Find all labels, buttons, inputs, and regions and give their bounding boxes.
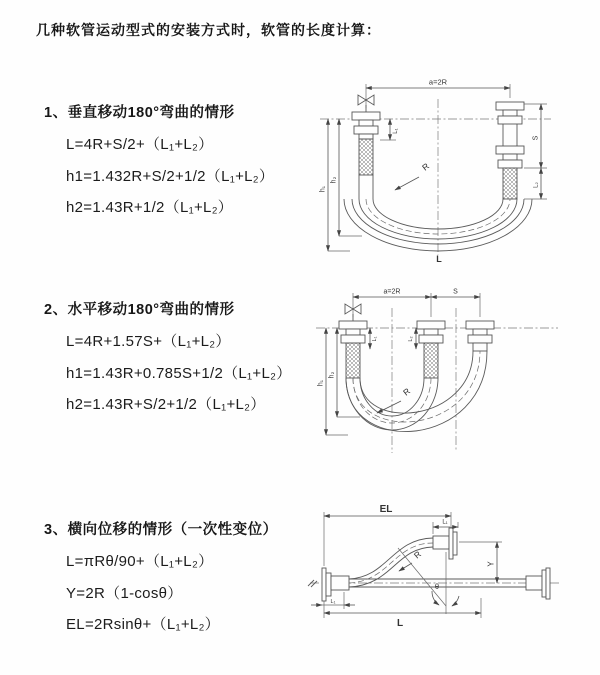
l-dimension [324,598,481,629]
dim-label-s: S [532,135,540,141]
section-2-formulas [66,326,292,421]
dim-label-h1: h₁ [317,379,325,387]
left-dimensions [320,119,363,251]
page-title: 几种软管运动型式的安装方式时，软管的长度计算： [36,22,381,38]
section-horizontal-movement [44,298,292,421]
dim-label-a2r: a=2R [428,77,448,87]
left-hose-fitting [352,112,380,175]
l1-bottom-dimension [311,592,355,609]
diagram-3-svg [296,498,600,646]
dim-label-radius: R [411,548,423,561]
dim-label-h1: h₁ [319,185,327,193]
dim-label-l1-top: L₁ [442,519,448,526]
left-hose-fitting [339,321,367,378]
y-dimension [459,542,502,583]
formula-line: h2=1.43R+1/2（L₁+L₂） [66,199,234,216]
radius-callout [399,549,423,571]
el-dimension [324,504,451,566]
diagram-horizontal-u-bend [308,283,600,461]
dim-label-l2: L₂ [408,336,414,342]
diagram-2-svg [308,283,600,461]
dim-label-length: L [436,254,442,264]
dim-label-radius: R [401,385,413,398]
section-2-heading: 2、水平移动180°弯曲的情形 [44,302,235,318]
top-dimension [353,289,480,318]
formula-line: h2=1.43R+S/2+1/2（L₁+L₂） [66,396,266,413]
formula-line: L=4R+1.57S+（L₁+L₂） [66,333,231,350]
dim-label-el: EL [379,504,393,515]
middle-hose-fitting [417,321,445,378]
formula-line: h1=1.43R+0.785S+1/2（L₁+L₂） [66,364,292,382]
dim-label-radius: R [420,160,432,173]
dim-label-s: S [453,288,458,296]
dim-label-y: Y [486,561,496,567]
section-3-heading: 3、横向位移的情形（一次性变位） [44,522,278,538]
formula-line: Y=2R（1-cosθ） [66,584,183,602]
dim-label-h2: h₂ [328,371,336,379]
formula-line: L=πRθ/90+（L₁+L₂） [66,553,214,570]
right-hose-fitting [466,321,494,351]
formula-line: L=4R+S/2+（L₁+L₂） [66,136,214,153]
displaced-hose-s-curve [349,538,433,587]
formula-line: EL=2Rsinθ+（L₁+L₂） [66,616,220,633]
top-right-flange [433,528,457,559]
l1-dimension [380,119,399,140]
section-vertical-movement [44,101,274,224]
dim-label-theta: θ [434,582,440,591]
fitting-length-dimensions [370,328,416,349]
hose-u-bends [346,351,487,432]
section-1-heading: 1、垂直移动180°弯曲的情形 [44,105,235,121]
diagram-vertical-u-bend [308,74,600,266]
right-dimensions [524,104,547,199]
formula-line: h1=1.432R+S/2+1/2（L₁+L₂） [66,167,275,185]
diagram-lateral-displacement [296,498,600,646]
dim-label-a2r: a=2R [383,288,401,296]
radius-callout [395,161,431,190]
left-flange [322,568,349,601]
right-hose-fitting [496,102,524,199]
section-3-formulas [66,546,278,641]
dim-label-l1-bottom: L₁ [330,599,336,605]
dim-label-l2: L₂ [533,182,540,188]
section-lateral-displacement [44,518,278,641]
dim-label-l1: L₁ [393,128,399,134]
dim-label-h2: h₂ [330,176,338,184]
section-1-formulas [66,129,274,224]
dim-label-length: L [396,618,404,629]
dim-label-l1: L₁ [372,336,378,342]
diagram-1-svg [308,74,600,266]
